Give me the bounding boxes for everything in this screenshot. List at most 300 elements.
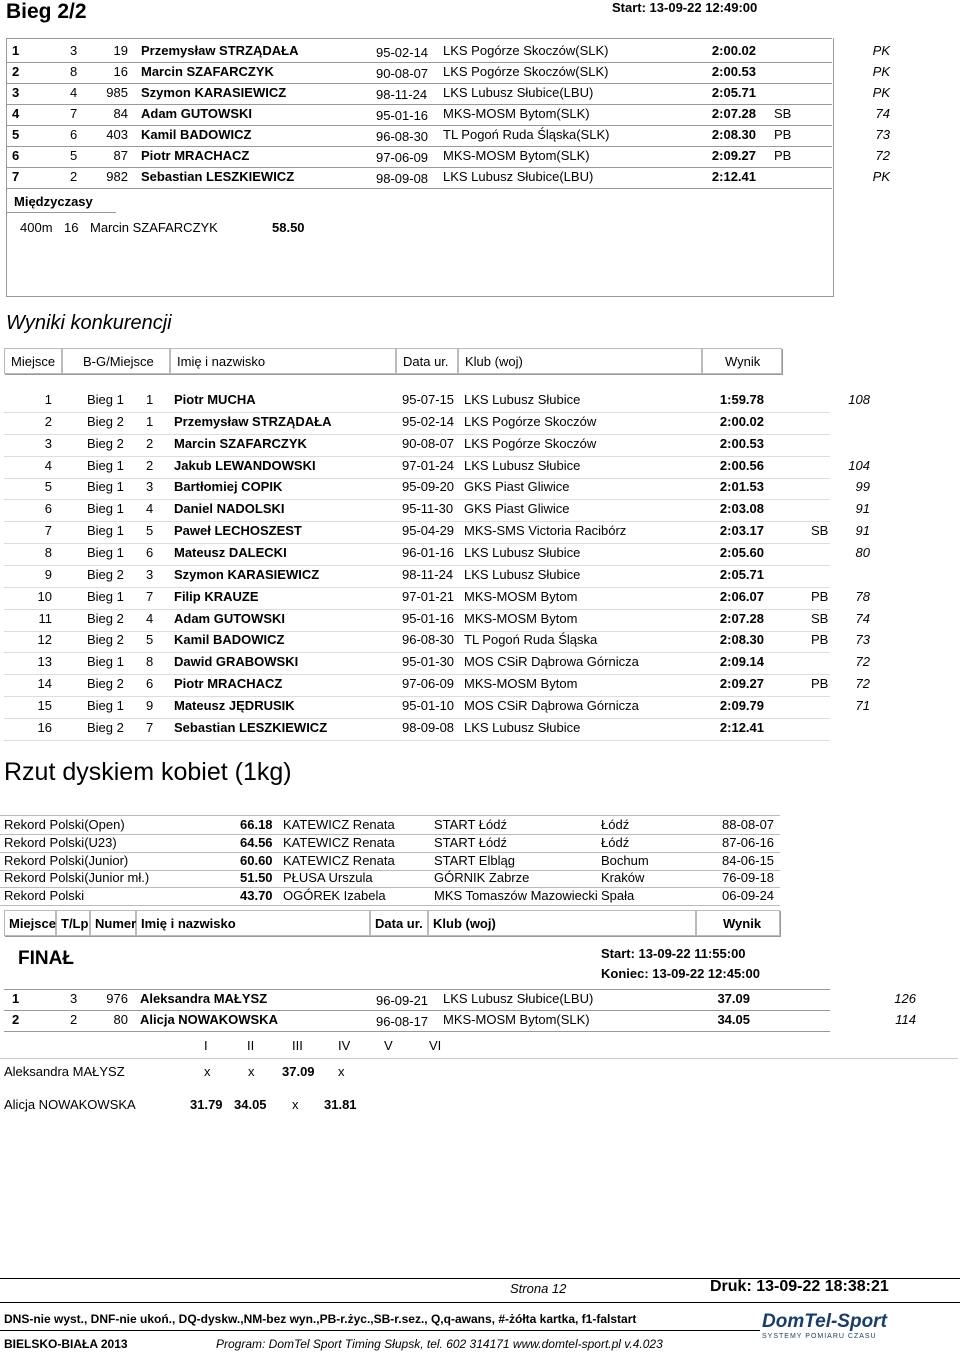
result: 2:01.53: [719, 479, 764, 495]
record-date: 06-09-24: [722, 888, 775, 904]
header-name: Imię i nazwisko: [170, 348, 396, 374]
athlete-name: Kamil BADOWICZ: [141, 127, 252, 142]
club: LKS Lubusz Słubice: [464, 719, 581, 735]
divider: [0, 815, 780, 816]
club: MKS-MOSM Bytom(SLK): [443, 148, 590, 163]
birth-date: 95-11-30: [402, 501, 454, 517]
club: LKS Lubusz Słubice: [464, 457, 581, 473]
athlete-name: Adam GUTOWSKI: [174, 610, 285, 626]
divider: [4, 1010, 830, 1011]
heat-place: 2: [146, 457, 154, 473]
heat-start-time: Start: 13-09-22 12:49:00: [612, 0, 758, 15]
points: 108: [848, 392, 870, 407]
bib: 16: [113, 64, 128, 79]
result: 2:05.71: [711, 85, 756, 100]
header-lane: T/Lp: [56, 910, 90, 936]
lane: 5: [70, 148, 78, 163]
divider: [6, 167, 832, 168]
place: 6: [44, 501, 52, 517]
divider: [4, 740, 830, 741]
points: 91: [855, 523, 870, 539]
birth-date: 95-01-16: [376, 108, 429, 123]
heat-place: 1: [146, 392, 154, 407]
header-club: Klub (woj): [428, 910, 696, 936]
header-place: Miejsce: [4, 348, 62, 374]
club: MKS-MOSM Bytom: [464, 610, 578, 626]
place: 13: [37, 654, 52, 670]
club: TL Pogoń Ruda Śląska: [464, 632, 598, 648]
birth-date: 98-09-08: [376, 171, 429, 186]
final-end: Koniec: 13-09-22 12:45:00: [601, 966, 760, 981]
result: 2:09.14: [719, 654, 764, 670]
club: LKS Lubusz Słubice: [464, 392, 581, 407]
heat-place: 3: [146, 479, 154, 495]
divider: [4, 587, 830, 588]
heat-place: 9: [146, 697, 154, 713]
divider: [6, 62, 832, 63]
record-holder: KATEWICZ Renata: [283, 852, 395, 868]
discus-title: Rzut dyskiem kobiet (1kg): [4, 758, 292, 786]
birth-date: 95-01-10: [402, 697, 455, 713]
club: MOS CSiR Dąbrowa Górnicza: [464, 654, 639, 670]
attempt-athlete: Aleksandra MAŁYSZ: [4, 1064, 125, 1079]
record-holder: KATEWICZ Renata: [283, 817, 395, 832]
athlete-name: Aleksandra MAŁYSZ: [140, 991, 268, 1006]
place: 3: [12, 85, 20, 100]
record-date: 88-08-07: [722, 817, 775, 832]
place: 1: [12, 43, 20, 58]
place: 16: [37, 719, 52, 735]
result: 1:59.78: [719, 392, 764, 407]
points: PK: [872, 169, 890, 184]
heat-place: 3: [146, 566, 154, 582]
result: 2:07.28: [711, 106, 756, 121]
bib: 87: [113, 148, 128, 163]
points: PK: [872, 85, 890, 100]
athlete-name: Jakub LEWANDOWSKI: [174, 457, 316, 473]
logo-text: DomTel-Sport: [762, 1311, 887, 1332]
place: 11: [38, 610, 52, 626]
record-value: 64.56: [240, 834, 273, 850]
place: 2: [12, 64, 20, 79]
heat: Bieg 2: [87, 719, 124, 735]
result: 2:08.30: [711, 127, 756, 142]
divider: [4, 631, 830, 632]
bib: 982: [106, 169, 128, 184]
birth-date: 96-08-30: [376, 129, 429, 144]
athlete-name: Filip KRAUZE: [174, 588, 259, 604]
athlete-name: Dawid GRABOWSKI: [174, 654, 299, 670]
result: 2:09.27: [719, 676, 764, 692]
birth-date: 96-08-30: [402, 632, 455, 648]
place: 1: [12, 991, 20, 1006]
print-date: Druk: 13-09-22 18:38:21: [710, 1278, 889, 1295]
header-club: Klub (woj): [458, 348, 702, 374]
heat: Bieg 1: [87, 479, 124, 495]
divider: [0, 1330, 760, 1331]
club: LKS Pogórze Skoczów: [464, 435, 597, 451]
record-value: 60.60: [240, 852, 273, 868]
place: 4: [44, 457, 52, 473]
heat-place: 8: [146, 654, 154, 670]
result: 2:12.41: [719, 719, 764, 735]
divider: [4, 989, 830, 990]
club: MKS-MOSM Bytom: [464, 676, 578, 692]
athlete-name: Sebastian LESZKIEWICZ: [141, 169, 295, 184]
club: LKS Lubusz Słubice(LBU): [443, 169, 594, 184]
heat-place: 6: [146, 544, 154, 560]
program-info: Program: DomTel Sport Timing Słupsk, tel. 602 314171 www.domtel-sport.pl v.4.023: [216, 1337, 663, 1351]
header-result: Wynik: [702, 348, 782, 374]
attempt-value: 34.05: [234, 1097, 267, 1112]
club: LKS Lubusz Słubice: [464, 544, 581, 560]
points: 72: [855, 676, 870, 692]
club: LKS Pogórze Skoczów: [464, 413, 597, 429]
bib: 84: [113, 106, 128, 121]
birth-date: 98-11-24: [402, 566, 454, 582]
divider: [4, 456, 830, 457]
heat-place: 5: [146, 632, 154, 648]
record-place: Bochum: [601, 852, 649, 868]
record-flag: SB: [811, 523, 829, 539]
divider: [0, 1302, 960, 1303]
points: 114: [895, 1012, 916, 1027]
result: 2:00.56: [719, 457, 764, 473]
attempt-header: III: [292, 1038, 303, 1053]
divider: [4, 521, 830, 522]
heat-place: 4: [146, 610, 154, 626]
athlete-name: Mateusz JĘDRUSIK: [174, 697, 295, 713]
record-flag: SB: [811, 610, 829, 626]
header-name: Imię i nazwisko: [136, 910, 370, 936]
result: 34.05: [717, 1012, 750, 1027]
record-club: GÓRNIK Zabrze: [434, 870, 530, 886]
heat: Bieg 1: [87, 654, 124, 670]
lane: 8: [70, 64, 78, 79]
result: 2:00.02: [719, 413, 764, 429]
lane: 3: [70, 43, 78, 58]
result: 2:05.71: [719, 566, 764, 582]
bib: 19: [113, 43, 128, 58]
location: BIELSKO-BIAŁA 2013: [4, 1337, 128, 1351]
divider: [0, 887, 780, 888]
heat: Bieg 2: [87, 610, 124, 626]
result: 2:12.41: [711, 169, 756, 184]
header-bib: Numer: [90, 910, 136, 936]
result: 2:06.07: [719, 588, 764, 604]
lane: 2: [70, 169, 78, 184]
attempt-header: II: [247, 1038, 255, 1053]
result: 2:00.53: [711, 64, 756, 79]
split-name: Marcin SZAFARCZYK: [90, 220, 218, 235]
divider: [6, 83, 832, 84]
points: 99: [855, 479, 870, 495]
club: MKS-MOSM Bytom(SLK): [443, 1012, 590, 1027]
record-value: 43.70: [240, 888, 273, 904]
divider: [4, 565, 830, 566]
divider: [6, 104, 832, 105]
record-club: START Łódź: [434, 817, 507, 832]
birth-date: 97-01-21: [402, 588, 455, 604]
record-date: 76-09-18: [722, 870, 775, 886]
divider: [4, 696, 830, 697]
record-holder: PŁUSA Urszula: [283, 870, 373, 886]
place: 2: [12, 1012, 20, 1027]
place: 5: [12, 127, 20, 142]
split-time: 58.50: [272, 220, 305, 235]
birth-date: 98-11-24: [376, 87, 428, 102]
birth-date: 95-02-14: [376, 45, 429, 60]
record-place: Łódź: [601, 817, 630, 832]
divider: [4, 674, 830, 675]
athlete-name: Kamil BADOWICZ: [174, 632, 285, 648]
place: 6: [12, 148, 20, 163]
divider: [4, 543, 830, 544]
result: 2:09.79: [719, 697, 764, 713]
record-date: 84-06-15: [722, 852, 775, 868]
page-number: Strona 12: [510, 1281, 567, 1296]
record-label: Rekord Polski(Open): [4, 817, 125, 832]
place: 14: [37, 676, 52, 692]
logo-subtitle: SYSTEMY POMIARU CZASU: [762, 1333, 877, 1340]
heat: Bieg 2: [87, 632, 124, 648]
heat: Bieg 2: [87, 435, 124, 451]
result: 2:00.02: [711, 43, 756, 58]
record-holder: KATEWICZ Renata: [283, 834, 395, 850]
divider: [4, 1031, 830, 1032]
club: MKS-MOSM Bytom(SLK): [443, 106, 590, 121]
heat-place: 4: [146, 501, 154, 517]
result: 2:05.60: [719, 544, 764, 560]
birth-date: 95-02-14: [402, 413, 455, 429]
club: TL Pogoń Ruda Śląska(SLK): [443, 127, 610, 142]
birth-date: 95-07-15: [402, 392, 455, 407]
result: 2:03.17: [719, 523, 764, 539]
record-label: Rekord Polski(U23): [4, 834, 117, 850]
lane: 4: [70, 85, 78, 100]
record-value: 66.18: [240, 817, 273, 832]
header-place: Miejsce: [4, 910, 56, 936]
heat: Bieg 2: [87, 566, 124, 582]
place: 10: [37, 588, 52, 604]
birth-date: 96-01-16: [402, 544, 455, 560]
attempt-value: 31.81: [324, 1097, 357, 1112]
heat-place: 6: [146, 676, 154, 692]
attempt-value: 37.09: [282, 1064, 315, 1079]
club: LKS Lubusz Słubice(LBU): [443, 991, 594, 1006]
divider: [6, 125, 832, 126]
attempt-value: x: [248, 1064, 255, 1079]
club: LKS Pogórze Skoczów(SLK): [443, 64, 609, 79]
record-place: Łódź: [601, 834, 630, 850]
divider: [4, 478, 830, 479]
header-dob: Data ur.: [396, 348, 458, 374]
club: MKS-MOSM Bytom: [464, 588, 578, 604]
place: 9: [44, 566, 52, 582]
attempt-value: 31.79: [190, 1097, 223, 1112]
points: 73: [855, 632, 870, 648]
athlete-name: Piotr MRACHACZ: [174, 676, 283, 692]
place: 8: [44, 544, 52, 560]
record-place: Kraków: [601, 870, 645, 886]
header-result: Wynik: [696, 910, 780, 936]
place: 4: [12, 106, 20, 121]
birth-date: 97-01-24: [402, 457, 455, 473]
club: MOS CSiR Dąbrowa Górnicza: [464, 697, 639, 713]
birth-date: 97-06-09: [402, 676, 455, 692]
birth-date: 97-06-09: [376, 150, 429, 165]
club: LKS Lubusz Słubice(LBU): [443, 85, 594, 100]
bib: 985: [106, 85, 128, 100]
athlete-name: Piotr MUCHA: [174, 392, 256, 407]
splits-label: Międzyczasy: [14, 194, 93, 209]
heat: Bieg 1: [87, 523, 124, 539]
birth-date: 90-08-07: [402, 435, 455, 451]
place: 7: [12, 169, 20, 184]
points: 91: [855, 501, 870, 517]
place: 15: [37, 697, 52, 713]
lane: 6: [70, 127, 78, 142]
record-label: Rekord Polski(Junior mł.): [4, 870, 150, 886]
record-flag: SB: [774, 106, 792, 121]
points: PK: [872, 43, 890, 58]
birth-date: 95-04-29: [402, 523, 455, 539]
record-label: Rekord Polski: [4, 888, 85, 904]
lane: 3: [70, 991, 78, 1006]
place: 12: [37, 632, 52, 648]
club: MKS-SMS Victoria Racibórz: [464, 523, 627, 539]
athlete-name: Szymon KARASIEWICZ: [141, 85, 287, 100]
record-label: Rekord Polski(Junior): [4, 852, 129, 868]
athlete-name: Marcin SZAFARCZYK: [174, 435, 307, 451]
heat: Bieg 1: [87, 697, 124, 713]
attempt-header: VI: [429, 1038, 442, 1053]
club: GKS Piast Gliwice: [464, 501, 570, 517]
bib: 976: [106, 991, 128, 1006]
points: 74: [855, 610, 870, 626]
lane: 7: [70, 106, 78, 121]
split-distance: 400m: [20, 220, 53, 235]
record-club: MKS Tomaszów Mazowiecki: [434, 888, 598, 904]
divider: [6, 38, 832, 39]
divider: [4, 609, 830, 610]
header-dob: Data ur.: [370, 910, 428, 936]
divider: [6, 188, 832, 189]
result: 2:00.53: [719, 435, 764, 451]
attempt-value: x: [204, 1064, 211, 1079]
club: GKS Piast Gliwice: [464, 479, 570, 495]
record-club: START Elbląg: [434, 852, 515, 868]
divider: [0, 1058, 958, 1059]
result: 2:03.08: [719, 501, 764, 517]
lane: 2: [70, 1012, 78, 1027]
athlete-name: Przemysław STRZĄDAŁA: [141, 43, 299, 58]
divider: [6, 146, 832, 147]
attempt-header: I: [204, 1038, 208, 1053]
record-flag: PB: [774, 127, 792, 142]
place: 1: [44, 392, 52, 407]
heat: Bieg 1: [87, 588, 124, 604]
heat-place: 5: [146, 523, 154, 539]
result: 2:09.27: [711, 148, 756, 163]
heat: Bieg 1: [87, 544, 124, 560]
birth-date: 96-08-17: [376, 1014, 429, 1029]
athlete-name: Przemysław STRZĄDAŁA: [174, 413, 332, 429]
place: 3: [44, 435, 52, 451]
birth-date: 90-08-07: [376, 66, 429, 81]
record-value: 51.50: [240, 870, 273, 886]
points: 80: [855, 544, 870, 560]
attempt-value: x: [338, 1064, 345, 1079]
result: 37.09: [717, 991, 750, 1006]
record-place: Spała: [601, 888, 635, 904]
place: 5: [44, 479, 52, 495]
club: LKS Pogórze Skoczów(SLK): [443, 43, 609, 58]
athlete-name: Marcin SZAFARCZYK: [141, 64, 274, 79]
result: 2:07.28: [719, 610, 764, 626]
athlete-name: Bartłomiej COPIK: [174, 479, 283, 495]
athlete-name: Alicja NOWAKOWSKA: [140, 1012, 278, 1027]
overall-title: Wyniki konkurencji: [6, 312, 172, 334]
heat: Bieg 1: [87, 457, 124, 473]
athlete-name: Daniel NADOLSKI: [174, 501, 285, 517]
divider: [4, 652, 830, 653]
points: 74: [875, 106, 890, 121]
final-start: Start: 13-09-22 11:55:00: [601, 946, 746, 961]
athlete-name: Sebastian LESZKIEWICZ: [174, 719, 328, 735]
record-date: 87-06-16: [722, 834, 775, 850]
attempt-header: V: [384, 1038, 393, 1053]
points: 72: [875, 148, 890, 163]
athlete-name: Paweł LECHOSZEST: [174, 523, 302, 539]
place: 2: [44, 413, 52, 429]
record-flag: PB: [811, 676, 829, 692]
final-label: FINAŁ: [18, 948, 74, 969]
attempt-athlete: Alicja NOWAKOWSKA: [4, 1097, 136, 1112]
athlete-name: Piotr MRACHACZ: [141, 148, 250, 163]
heat: Bieg 1: [87, 392, 124, 407]
birth-date: 95-01-30: [402, 654, 455, 670]
bib: 403: [106, 127, 128, 142]
heat: Bieg 2: [87, 413, 124, 429]
attempt-value: x: [292, 1097, 299, 1112]
birth-date: 98-09-08: [402, 719, 455, 735]
heat-place: 7: [146, 588, 154, 604]
points: 73: [875, 127, 890, 142]
divider: [0, 905, 780, 906]
result: 2:08.30: [719, 632, 764, 648]
legend: DNS-nie wyst., DNF-nie ukoń., DQ-dyskw.,NM-bez wyn.,PB-r.życ.,SB-r.sez., Q,q-awans, #-żółta kartka, f1-falstart: [4, 1312, 637, 1326]
heat: Bieg 2: [87, 676, 124, 692]
bib: 80: [113, 1012, 128, 1027]
points: 71: [855, 697, 870, 713]
record-flag: PB: [811, 588, 829, 604]
heat-title: Bieg 2/2: [6, 0, 87, 23]
points: 72: [855, 654, 870, 670]
birth-date: 96-09-21: [376, 993, 429, 1008]
record-club: START Łódź: [434, 834, 507, 850]
athlete-name: Szymon KARASIEWICZ: [174, 566, 320, 582]
birth-date: 95-01-16: [402, 610, 455, 626]
points: 104: [848, 457, 870, 473]
divider: [4, 434, 830, 435]
place: 7: [44, 523, 52, 539]
split-bib: 16: [64, 220, 79, 235]
points: PK: [872, 64, 890, 79]
record-holder: OGÓREK Izabela: [283, 888, 386, 904]
heat-place: 7: [146, 719, 154, 735]
birth-date: 95-09-20: [402, 479, 455, 495]
